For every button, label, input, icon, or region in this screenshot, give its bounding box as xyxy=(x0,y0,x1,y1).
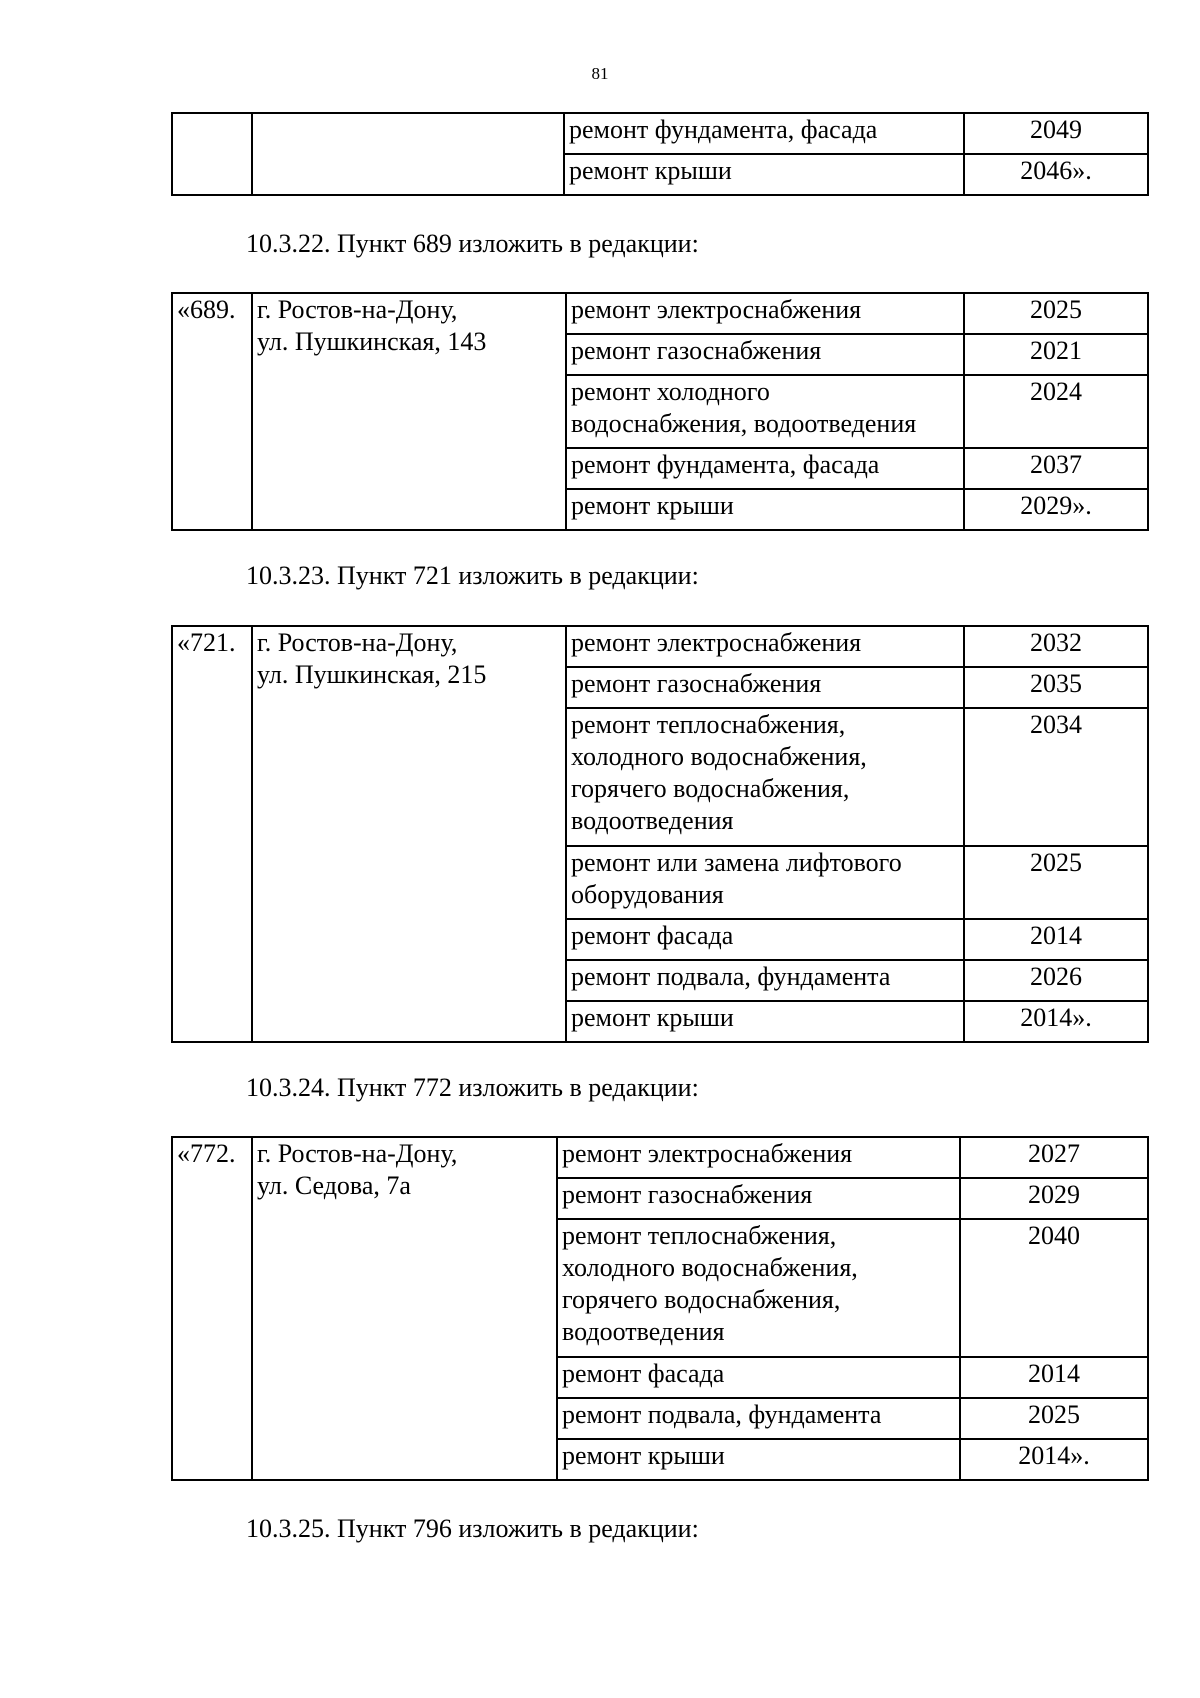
year-cell: 2034 xyxy=(964,708,1148,846)
item-number: «721. xyxy=(172,626,252,1042)
work-cell: ремонт электроснабжения xyxy=(566,626,964,667)
work-cell: ремонт подвала, фундамента xyxy=(557,1398,960,1439)
year-cell: 2040 xyxy=(960,1219,1148,1357)
work-cell: ремонт фундамента, фасада xyxy=(564,113,964,154)
year-cell: 2014». xyxy=(960,1439,1148,1480)
work-cell: ремонт крыши xyxy=(566,489,964,530)
year-cell: 2029». xyxy=(964,489,1148,530)
section-heading: 10.3.24. Пункт 772 изложить в редакции: xyxy=(246,1073,699,1102)
year-cell: 2014 xyxy=(960,1357,1148,1398)
year-cell: 2027 xyxy=(960,1137,1148,1178)
work-cell: ремонт подвала, фундамента xyxy=(566,960,964,1001)
year-cell: 2049 xyxy=(964,113,1148,154)
item-number: «772. xyxy=(172,1137,252,1480)
work-cell: ремонт фасада xyxy=(566,919,964,960)
year-cell: 2024 xyxy=(964,375,1148,448)
work-cell: ремонт или замена лифтового оборудования xyxy=(566,846,964,919)
table-row xyxy=(172,293,1148,334)
item-number: «689. xyxy=(172,293,252,530)
year-cell: 2014 xyxy=(964,919,1148,960)
work-cell: ремонт теплоснабжения, холодного водоснабжения, горячего водоснабжения, водоотведения xyxy=(566,708,964,846)
work-cell: ремонт газоснабжения xyxy=(566,667,964,708)
year-cell: 2021 xyxy=(964,334,1148,375)
continuation-table xyxy=(171,112,1149,196)
page-number: 81 xyxy=(591,64,609,83)
work-cell: ремонт фундамента, фасада xyxy=(566,448,964,489)
work-cell: ремонт электроснабжения xyxy=(557,1137,960,1178)
address: г. Ростов-на-Дону, ул. Пушкинская, 215 xyxy=(252,626,566,1042)
year-cell: 2029 xyxy=(960,1178,1148,1219)
work-cell: ремонт фасада xyxy=(557,1357,960,1398)
year-cell: 2014». xyxy=(964,1001,1148,1042)
year-cell: 2037 xyxy=(964,448,1148,489)
year-cell: 2032 xyxy=(964,626,1148,667)
item-table-721 xyxy=(171,625,1149,1043)
work-cell: ремонт газоснабжения xyxy=(566,334,964,375)
address: г. Ростов-на-Дону, ул. Пушкинская, 143 xyxy=(252,293,566,530)
year-cell: 2025 xyxy=(964,293,1148,334)
item-cell xyxy=(172,113,252,195)
table-row xyxy=(172,1137,1148,1178)
table-row xyxy=(172,626,1148,667)
year-cell: 2026 xyxy=(964,960,1148,1001)
work-cell: ремонт газоснабжения xyxy=(557,1178,960,1219)
section-heading: 10.3.23. Пункт 721 изложить в редакции: xyxy=(246,561,699,590)
work-cell: ремонт крыши xyxy=(564,154,964,195)
section-heading: 10.3.25. Пункт 796 изложить в редакции: xyxy=(246,1514,699,1543)
year-cell: 2025 xyxy=(960,1398,1148,1439)
work-cell: ремонт крыши xyxy=(557,1439,960,1480)
item-table-689 xyxy=(171,292,1149,531)
work-cell: ремонт холодного водоснабжения, водоотведения xyxy=(566,375,964,448)
year-cell: 2035 xyxy=(964,667,1148,708)
item-table-772 xyxy=(171,1136,1149,1481)
address: г. Ростов-на-Дону, ул. Седова, 7а xyxy=(252,1137,557,1480)
work-cell: ремонт теплоснабжения, холодного водоснабжения, горячего водоснабжения, водоотведения xyxy=(557,1219,960,1357)
address-cell xyxy=(252,113,564,195)
section-heading: 10.3.22. Пункт 689 изложить в редакции: xyxy=(246,229,699,258)
year-cell: 2025 xyxy=(964,846,1148,919)
table-row xyxy=(172,113,1148,154)
work-cell: ремонт крыши xyxy=(566,1001,964,1042)
work-cell: ремонт электроснабжения xyxy=(566,293,964,334)
year-cell: 2046». xyxy=(964,154,1148,195)
